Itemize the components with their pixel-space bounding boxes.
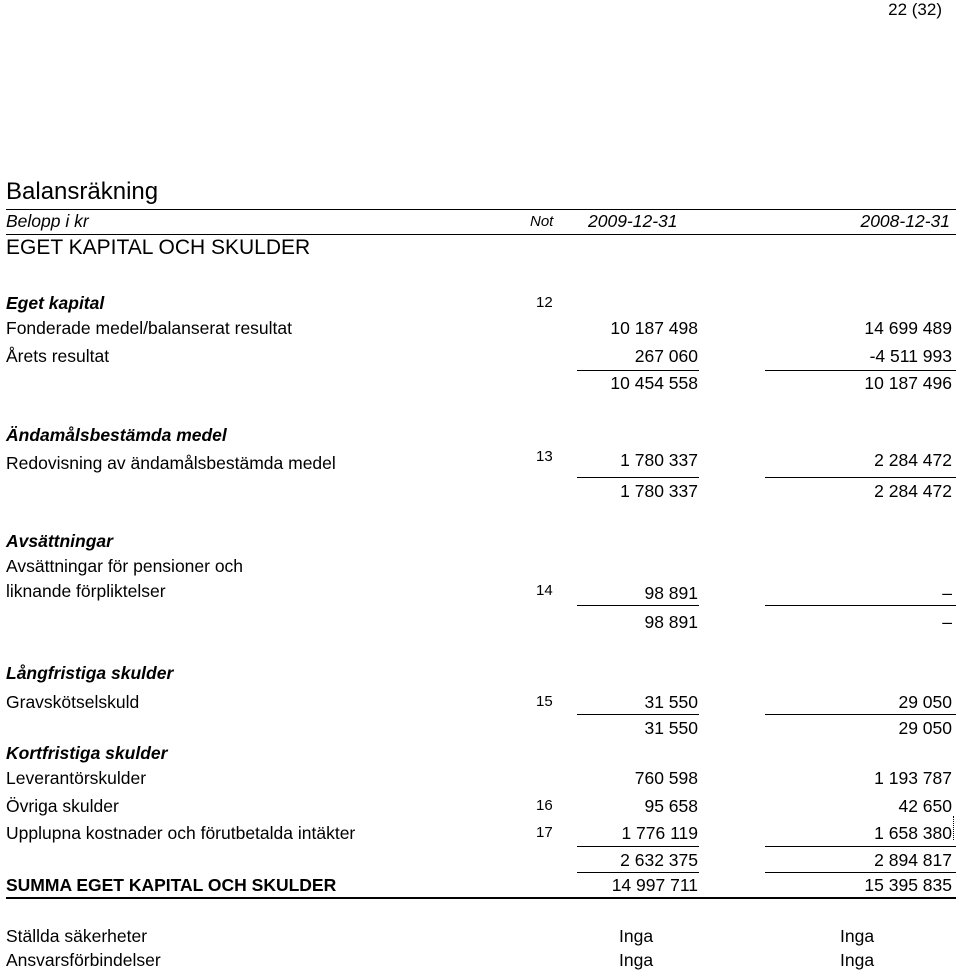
row-label: Årets resultat xyxy=(6,346,110,366)
row-not: 13 xyxy=(536,448,553,465)
row-value-2009: Inga xyxy=(619,926,654,946)
header-rule xyxy=(6,209,956,210)
langfristiga-heading: Långfristiga skulder xyxy=(6,663,174,683)
page-title: Balansräkning xyxy=(6,178,159,205)
row-label: Upplupna kostnader och förutbetalda intäkter xyxy=(6,823,356,843)
header-rule-bottom xyxy=(6,234,956,235)
subtotal-2009: 1 780 337 xyxy=(620,481,698,501)
sum-rule xyxy=(765,370,956,371)
page-number: 22 (32) xyxy=(888,0,942,19)
avsattningar-heading: Avsättningar xyxy=(6,531,113,551)
subtotal-2009: 2 632 375 xyxy=(620,850,698,870)
row-value-2008: 14 699 489 xyxy=(864,318,952,338)
row-value-2009: 1 780 337 xyxy=(620,450,698,470)
sum-rule xyxy=(765,846,956,847)
row-value-2009: 95 658 xyxy=(644,796,698,816)
andamal-heading: Ändamålsbestämda medel xyxy=(6,425,227,445)
subtotal-2008: 10 187 496 xyxy=(864,373,952,393)
row-value-2009: 267 060 xyxy=(634,346,698,366)
total-2009: 14 997 711 xyxy=(611,875,698,895)
row-value-2008: 29 050 xyxy=(898,692,952,712)
subtotal-2008: 29 050 xyxy=(898,718,952,738)
total-2008: 15 395 835 xyxy=(864,875,952,895)
header-col1: 2009-12-31 xyxy=(588,211,678,231)
subtotal-2008: 2 284 472 xyxy=(874,481,952,501)
row-value-2008: 2 284 472 xyxy=(874,450,952,470)
sum-rule xyxy=(577,477,699,478)
row-value-2008: 1 193 787 xyxy=(874,768,952,788)
row-value-2009: Inga xyxy=(619,950,654,970)
row-value-2009: 10 187 498 xyxy=(610,318,698,338)
row-label: Övriga skulder xyxy=(6,796,119,816)
row-not: 16 xyxy=(536,797,553,814)
header-not: Not xyxy=(530,213,554,230)
row-value-2009: 1 776 119 xyxy=(621,823,698,843)
row-label: Leverantörskulder xyxy=(6,768,147,788)
row-not: 15 xyxy=(536,693,553,710)
total-rule xyxy=(6,897,956,899)
row-label: Ställda säkerheter xyxy=(6,926,148,946)
row-value-2008: Inga xyxy=(840,950,875,970)
eget-kapital-not: 12 xyxy=(536,294,553,311)
sum-rule xyxy=(577,370,699,371)
sum-rule xyxy=(577,714,699,715)
total-label: SUMMA EGET KAPITAL OCH SKULDER xyxy=(6,875,337,895)
row-value-2008: -4 511 993 xyxy=(869,346,952,366)
sum-rule xyxy=(765,477,956,478)
row-value-2009: 760 598 xyxy=(634,768,698,788)
sum-rule xyxy=(577,872,699,873)
subtotal-2009: 98 891 xyxy=(644,612,698,632)
sum-rule xyxy=(765,714,956,715)
subtotal-2009: 31 550 xyxy=(644,718,698,738)
section-title: EGET KAPITAL OCH SKULDER xyxy=(6,236,311,259)
row-value-2008: Inga xyxy=(840,926,875,946)
row-value-2008: – xyxy=(942,583,952,603)
header-unit: Belopp i kr xyxy=(6,211,89,231)
kortfristiga-heading: Kortfristiga skulder xyxy=(6,743,168,763)
sum-rule xyxy=(577,605,699,606)
row-label: Avsättningar för pensioner och xyxy=(6,556,244,576)
dotted-marker xyxy=(953,816,954,840)
header-col2: 2008-12-31 xyxy=(860,211,950,231)
sum-rule xyxy=(765,872,956,873)
subtotal-2008: 2 894 817 xyxy=(874,850,952,870)
subtotal-2008: – xyxy=(942,612,952,632)
row-not: 17 xyxy=(536,824,553,841)
row-label: Ansvarsförbindelser xyxy=(6,950,161,970)
row-not: 14 xyxy=(536,582,553,599)
row-value-2009: 31 550 xyxy=(644,692,698,712)
row-label: Gravskötselskuld xyxy=(6,692,140,712)
row-label: Fonderade medel/balanserat resultat xyxy=(6,318,293,338)
sum-rule xyxy=(577,846,699,847)
row-label: Redovisning av ändamålsbestämda medel xyxy=(6,453,336,473)
eget-kapital-heading: Eget kapital xyxy=(6,293,105,313)
row-value-2009: 98 891 xyxy=(644,583,698,603)
row-label: liknande förpliktelser xyxy=(6,581,166,601)
row-value-2008: 42 650 xyxy=(898,796,952,816)
sum-rule xyxy=(765,605,956,606)
subtotal-2009: 10 454 558 xyxy=(610,373,698,393)
row-value-2008: 1 658 380 xyxy=(874,823,952,843)
